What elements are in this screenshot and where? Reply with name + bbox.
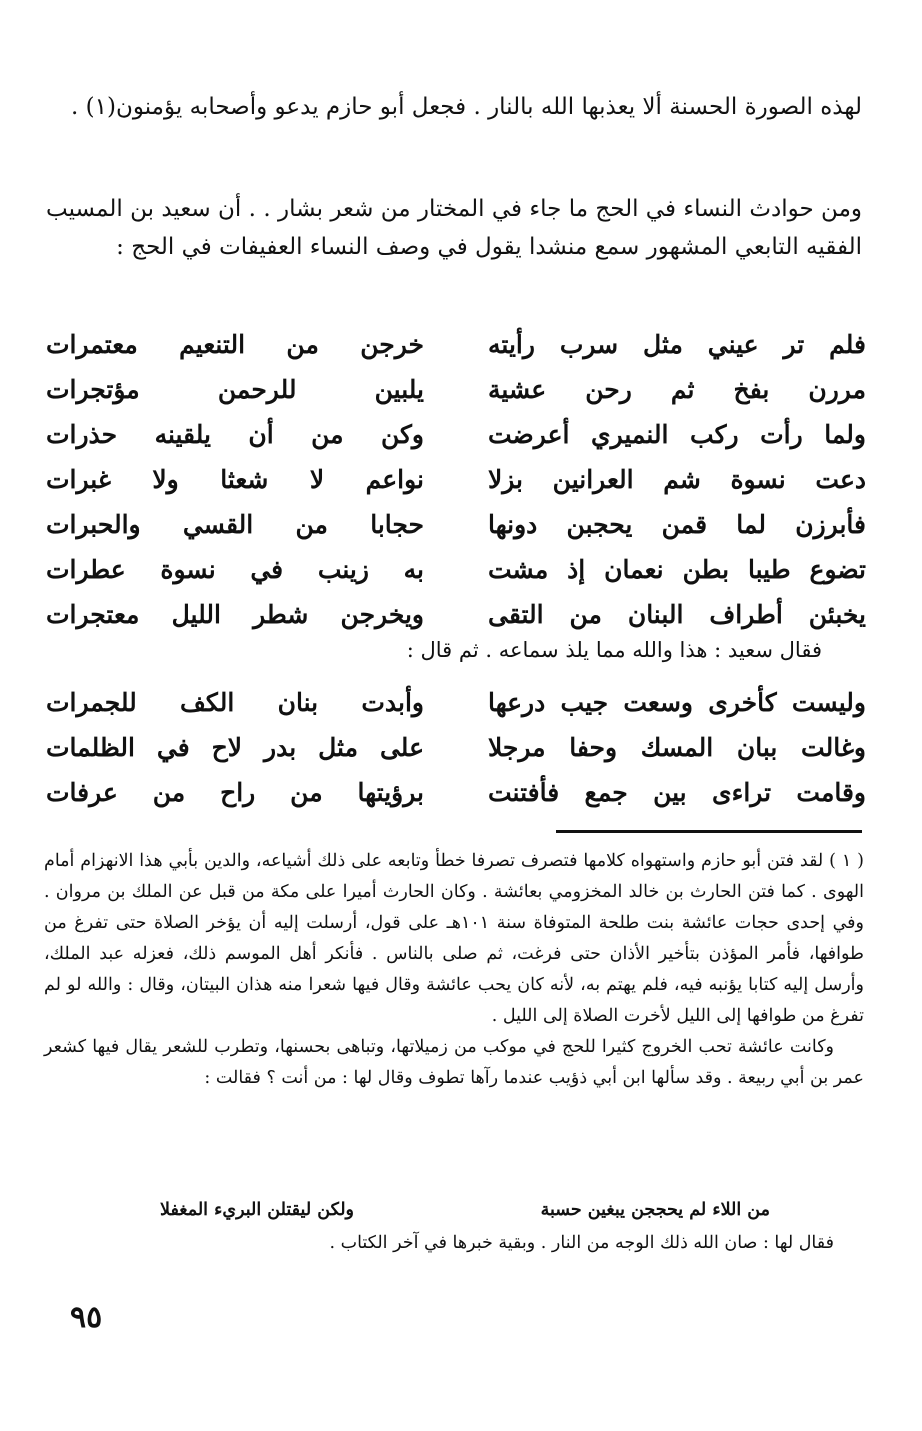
verse-first-hemistich: تضوع طيبا بطن نعمان إذ مشت xyxy=(488,555,866,584)
verse-row xyxy=(46,367,866,412)
verse-second-hemistich: على مثل بدر لاح في الظلمات xyxy=(46,733,424,762)
verse-first-hemistich: وغالت ببان المسك وحفا مرجلا xyxy=(488,733,866,762)
verse-row xyxy=(46,457,866,502)
body-paragraph-1: لهذه الصورة الحسنة ألا يعذبها الله بالنار . فجعل أبو حازم يدعو وأصحابه يؤمنون(١) . xyxy=(71,94,862,120)
footnote-verse xyxy=(160,1195,770,1225)
verse-second-hemistich: وأبدت بنان الكف للجمرات xyxy=(46,688,424,717)
page-number: ٩٥ xyxy=(70,1300,103,1335)
verse-first-hemistich: مررن بفخ ثم رحن عشية xyxy=(488,375,866,404)
verse-first-hemistich: فأبرزن لما قمن يحجبن دونها xyxy=(488,510,866,539)
verse-first-hemistich: ولما رأت ركب النميري أعرضت xyxy=(488,420,866,449)
verse-row xyxy=(46,547,866,592)
footnotes xyxy=(44,846,864,1094)
poem-verses-1 xyxy=(46,322,866,637)
verse-intro-line: فقال سعيد : هذا والله مما يلذ سماعه . ثم قال : xyxy=(406,638,822,662)
footnote-closing-line: فقال لها : صان الله ذلك الوجه من النار . وبقية خبرها في آخر الكتاب . xyxy=(329,1233,834,1253)
verse-second-hemistich: يلبين للرحمن مؤتجرات xyxy=(46,375,424,404)
footnote-verse-second-hemistich: ولكن ليقتلن البريء المغفلا xyxy=(160,1200,355,1220)
verse-second-hemistich: وكن من أن يلقينه حذرات xyxy=(46,420,424,449)
verse-first-hemistich: فلم تر عيني مثل سرب رأيته xyxy=(488,330,866,359)
footnote-verse-first-hemistich: من اللاء لم يحججن يبغين حسبة xyxy=(540,1200,770,1220)
verse-second-hemistich: به زينب في نسوة عطرات xyxy=(46,555,424,584)
verse-row xyxy=(46,725,866,770)
verse-row xyxy=(46,770,866,815)
verse-first-hemistich: وقامت تراءى بين جمع فأفتنت xyxy=(488,778,866,807)
verse-row xyxy=(46,322,866,367)
verse-second-hemistich: خرجن من التنعيم معتمرات xyxy=(46,330,424,359)
footnote-paragraph-1: ( ١ ) لقد فتن أبو حازم واستهواه كلامها فتصرف تصرفا خطأ وتابعه على ذلك أشياعه، والدين بأبي هذا الانهزام أمام الهوى . كما فتن الحارث بن خالد المخزومي بعائشة . وكان الحارث أميرا على مكة من قبل عن الملك بن مروان . وفي إحدى حجات عائشة بنت طلحة المتوفاة سنة ١٠١هـ على قول، أرسلت إليه أن يؤخر الصلاة حتى تفرغ من طوافها، فأمر المؤذن بتأخير الأذان حتى فرغت، ثم صلى بالناس . فأنكر أهل الموسم ذلك، فعزله عبد الملك، وأرسل إليه كتابا يؤنبه فيه، فلم يهتم به، لأنه كان يحب عائشة وقال فيها شعرا منه هذان البيتان، وقال : والله لو لم تفرغ من طوافها إلى الليل لأخرت الصلاة إلى الليل . xyxy=(44,851,864,1026)
footnote-paragraph-2: وكانت عائشة تحب الخروج كثيرا للحج في موكب من زميلاتها، وتباهى بحسنها، وتطرب للشعر يقال فيها كشعر عمر بن أبي ربيعة . وقد سألها ابن أبي ذؤيب عندما رآها تطوف وقال لها : من أنت ؟ فقالت : xyxy=(44,1037,864,1088)
verse-first-hemistich: وليست كأخرى وسعت جيب درعها xyxy=(488,688,866,717)
verse-first-hemistich: دعت نسوة شم العرانين بزلا xyxy=(488,465,866,494)
verse-row xyxy=(46,412,866,457)
poem-verses-2 xyxy=(46,680,866,815)
verse-row xyxy=(46,502,866,547)
verse-row xyxy=(46,592,866,637)
verse-row xyxy=(46,680,866,725)
verse-second-hemistich: حجابا من القسي والحبرات xyxy=(46,510,424,539)
verse-second-hemistich: برؤيتها من راح من عرفات xyxy=(46,778,424,807)
body-paragraph-2: ومن حوادث النساء في الحج ما جاء في المختار من شعر بشار . . أن سعيد بن المسيب الفقيه التابعي المشهور سمع منشدا يقول في وصف النساء العفيفات في الحج : xyxy=(46,196,862,260)
footnote-separator xyxy=(556,830,862,833)
verse-first-hemistich: يخبئن أطراف البنان من التقى xyxy=(488,600,866,629)
verse-second-hemistich: نواعم لا شعثا ولا غبرات xyxy=(46,465,424,494)
verse-second-hemistich: ويخرجن شطر الليل معتجرات xyxy=(46,600,424,629)
